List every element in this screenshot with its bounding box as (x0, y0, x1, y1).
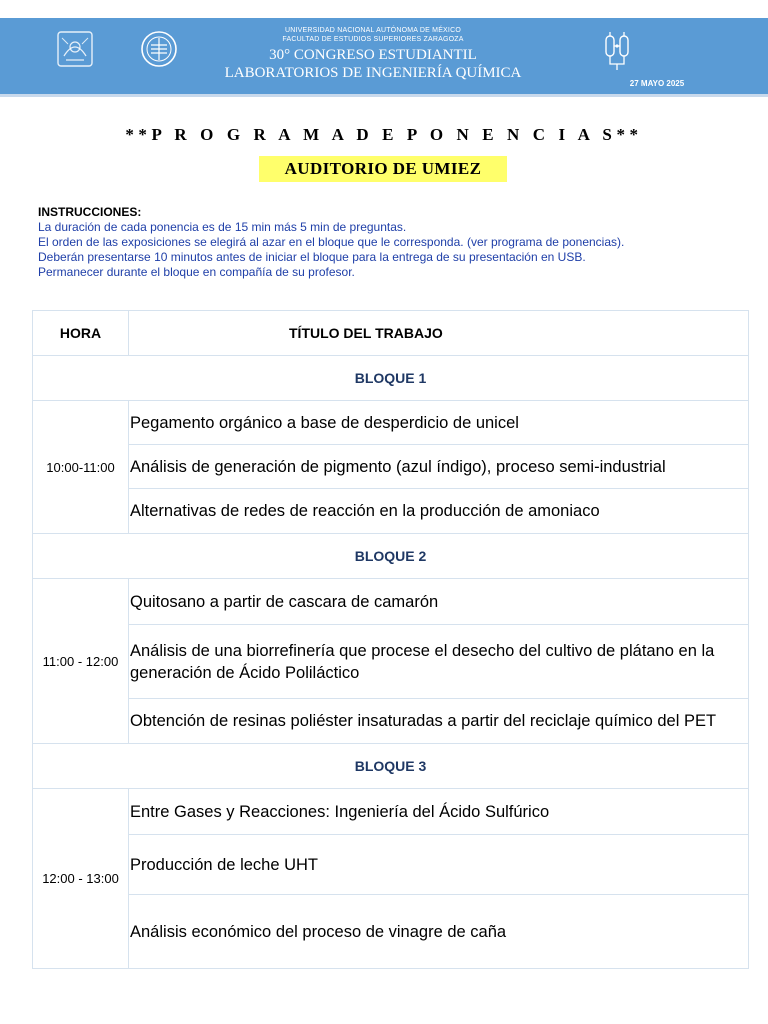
block-row (33, 534, 749, 579)
lab-equipment-icon (602, 28, 632, 72)
talk-title: Entre Gases y Reacciones: Ingeniería del Ácido Sulfúrico (129, 789, 749, 835)
block-title: BLOQUE 3 (33, 744, 749, 789)
block-time: 12:00 - 13:00 (33, 789, 129, 969)
table-row (33, 401, 749, 445)
talk-title: Quitosano a partir de cascara de camarón (129, 579, 749, 625)
header-institution (200, 26, 546, 44)
table-row (33, 699, 749, 744)
talk-title: Análisis económico del proceso de vinagre de caña (129, 895, 749, 969)
instruction-line: El orden de las exposiciones se elegirá al azar en el bloque que le corresponda. (ver programa de ponencias). (38, 235, 625, 249)
table-row (33, 835, 749, 895)
table-row (33, 445, 749, 489)
block-time: 10:00-11:00 (33, 401, 129, 534)
program-title: **P R O G R A M A D E P O N E N C I A S** (125, 125, 643, 144)
talk-title: Pegamento orgánico a base de desperdicio de unicel (129, 401, 749, 445)
instruction-line: La duración de cada ponencia es de 15 min más 5 min de preguntas. (38, 220, 407, 234)
instructions (38, 205, 624, 280)
table-row (33, 489, 749, 534)
instruction-line: Deberán presentarse 10 minutos antes de iniciar el bloque para la entrega de su presentación en USB. (38, 250, 586, 264)
table-row (33, 789, 749, 835)
talk-title: Análisis de generación de pigmento (azul índigo), proceso semi-industrial (129, 445, 749, 489)
block-title: BLOQUE 2 (33, 534, 749, 579)
event-date: 27 MAYO 2025 (629, 79, 685, 88)
instruction-line: Permanecer durante el bloque en compañía de su profesor. (38, 265, 355, 279)
venue-title: AUDITORIO DE UMIEZ (259, 156, 507, 182)
labs-title: LABORATORIOS DE INGENIERÍA QUÍMICA (224, 65, 522, 81)
block-title: BLOQUE 1 (33, 356, 749, 401)
unam-seal-icon (56, 30, 94, 68)
congress-title: 30° CONGRESO ESTUDIANTIL (269, 47, 477, 63)
table-row (33, 625, 749, 699)
table-row (33, 579, 749, 625)
talk-title: Producción de leche UHT (129, 835, 749, 895)
instructions-heading: INSTRUCCIONES: (38, 205, 142, 219)
block-row (33, 744, 749, 789)
university-name: UNIVERSIDAD NACIONAL AUTÓNOMA DE MÉXICO (285, 27, 461, 34)
table-row (33, 895, 749, 969)
block-row (33, 356, 749, 401)
column-header-hora: HORA (33, 311, 129, 356)
block-time: 11:00 - 12:00 (33, 579, 129, 744)
talk-title: Alternativas de redes de reacción en la producción de amoniaco (129, 489, 749, 534)
talk-title: Análisis de una biorrefinería que procese el desecho del cultivo de plátano en la generación de Ácido Poliláctico (129, 625, 749, 699)
fes-zaragoza-logo-icon (140, 30, 178, 68)
talk-title: Obtención de resinas poliéster insaturadas a partir del reciclaje químico del PET (129, 699, 749, 744)
faculty-name: FACULTAD DE ESTUDIOS SUPERIORES ZARAGOZA (282, 36, 464, 43)
column-header-titulo: TÍTULO DEL TRABAJO (129, 311, 749, 356)
table-header-row (33, 311, 749, 356)
schedule-table (32, 310, 749, 969)
